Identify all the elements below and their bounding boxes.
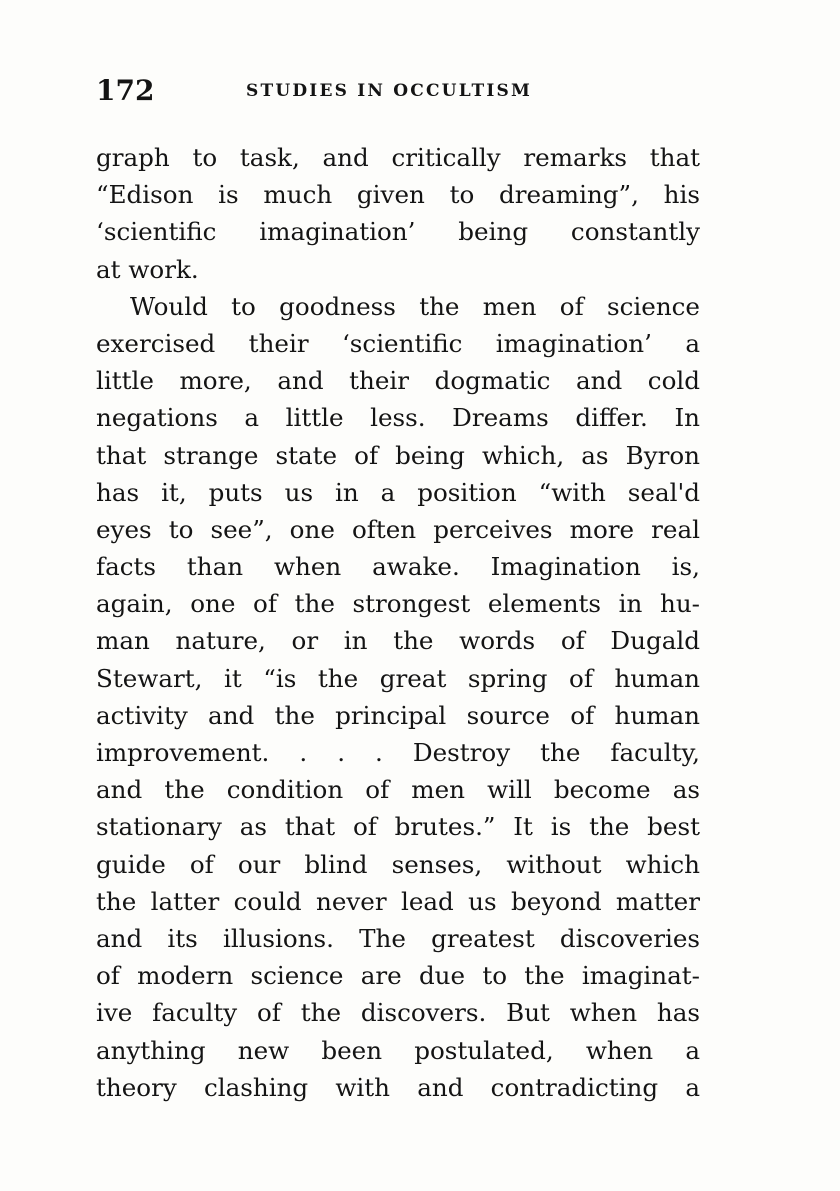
text-line: ive faculty of the discovers. But when has: [96, 998, 700, 1028]
text-line: graph to task, and critically remarks that: [96, 143, 700, 172]
text-line: little more, and their dogmatic and cold: [96, 366, 700, 396]
text-line: guide of our blind senses, without which: [96, 849, 700, 879]
text-line: has it, puts us in a position “with seal'd: [96, 477, 700, 507]
text-line: facts than when awake. Imagination is,: [96, 552, 700, 582]
text-line: activity and the principal source of human: [96, 700, 700, 730]
text-line: that strange state of being which, as Byron: [96, 440, 700, 470]
text-line: stationary as that of brutes.” It is the best: [96, 812, 700, 842]
text-line: negations a little less. Dreams differ. In: [96, 403, 700, 433]
text-line: eyes to see”, one often perceives more real: [96, 514, 700, 544]
text-line: exercised their ‘scientific imagination’ a: [96, 328, 700, 358]
text-line: man nature, or in the words of Dugald: [96, 626, 700, 656]
text-line: and the condition of men will become as: [96, 775, 700, 805]
text-line: “Edison is much given to dreaming”, his: [96, 180, 700, 210]
page-number: 172: [96, 74, 155, 107]
text-line: the latter could never lead us beyond matter: [96, 886, 700, 916]
running-title: STUDIES IN OCCULTISM: [246, 81, 532, 101]
text-line: again, one of the strongest elements in hu-: [96, 589, 700, 619]
running-head: [96, 70, 700, 110]
text-line: at work.: [96, 254, 199, 284]
body-text: [96, 139, 700, 1106]
text-line: ‘scientific imagination’ being constantly: [96, 217, 700, 247]
text-line: and its illusions. The greatest discoveries: [96, 923, 700, 953]
text-line: theory clashing with and contradicting a: [96, 1072, 700, 1102]
text-line: Would to goodness the men of science: [130, 291, 700, 321]
text-line: of modern science are due to the imaginat-: [96, 961, 700, 991]
text-line: Stewart, it “is the great spring of human: [96, 663, 700, 693]
text-line: improvement. . . . Destroy the faculty,: [96, 738, 700, 767]
text-line: anything new been postulated, when a: [96, 1035, 700, 1065]
